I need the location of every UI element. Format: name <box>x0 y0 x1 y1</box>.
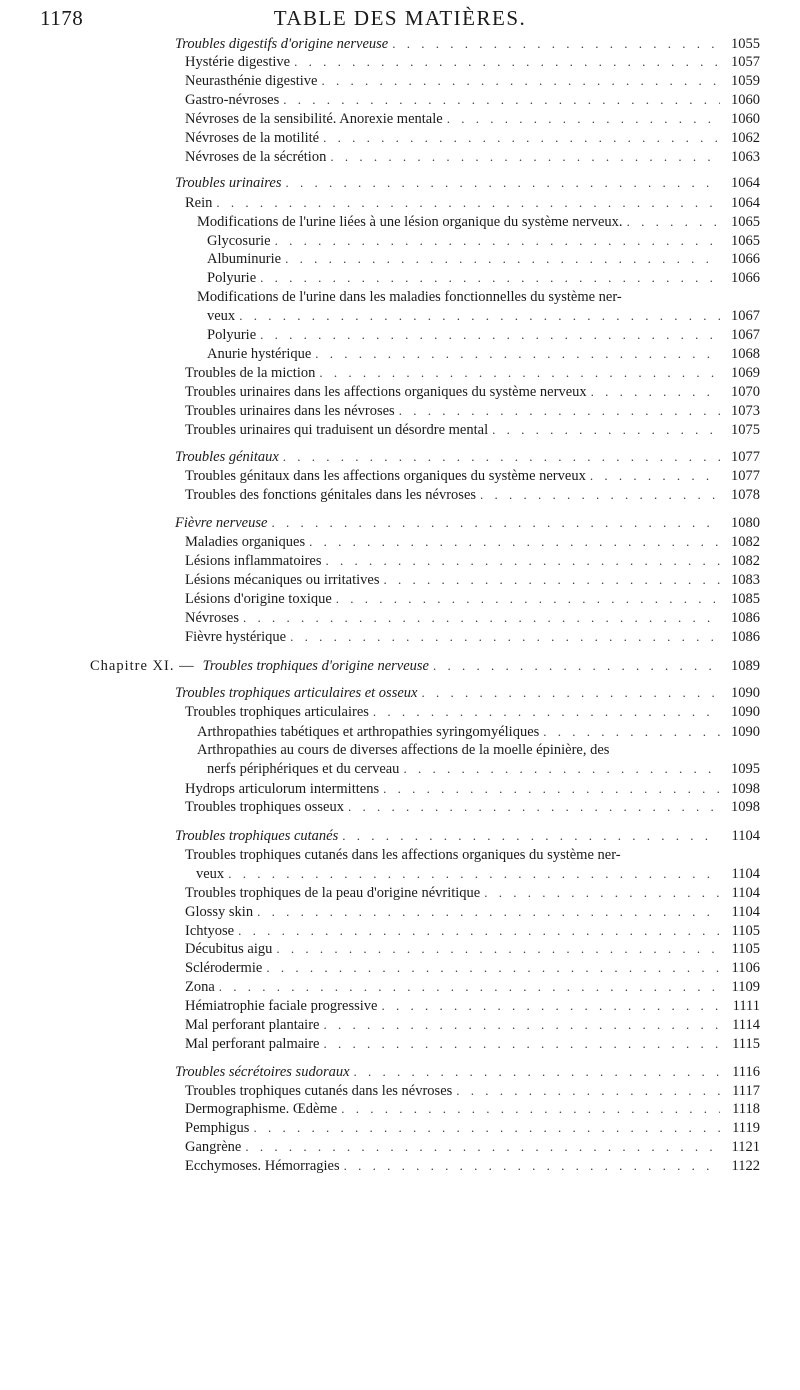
toc-entry-label: Dermographisme. Œdème <box>185 1101 338 1117</box>
toc-entry-label: Troubles urinaires dans les névroses <box>185 403 395 419</box>
toc-entry-page: 1082 <box>731 553 760 569</box>
toc-entry-page: 1106 <box>731 960 760 976</box>
toc-entry-continuation: veux <box>196 866 225 882</box>
dot-leader <box>383 779 720 799</box>
toc-entry-label: Troubles trophiques d'origine nerveuse <box>202 658 429 674</box>
toc-entry <box>185 128 760 148</box>
dot-leader <box>590 466 720 486</box>
toc-entry-label: Hydrops articulorum intermittens <box>185 781 380 797</box>
toc-entry <box>185 627 760 647</box>
toc-entry-page: 1089 <box>731 658 760 674</box>
dot-leader <box>290 627 720 647</box>
dot-leader <box>319 363 720 383</box>
toc-entry-page: 1104 <box>731 828 760 844</box>
toc-entry-label: Troubles génitaux <box>175 449 279 465</box>
toc-entry-label: Troubles trophiques articulaires <box>185 704 369 720</box>
toc-entry <box>185 551 760 571</box>
toc-entry-label: Modifications de l'urine dans les maladies fonctionnelles du système ner- <box>197 289 622 305</box>
toc-entry-page: 1085 <box>731 591 760 607</box>
dot-leader <box>260 325 720 345</box>
toc-entry-page: 1116 <box>732 1064 760 1080</box>
toc-entry-page: 1090 <box>731 685 760 701</box>
toc-entry <box>185 779 760 799</box>
toc-entry-page: 1059 <box>731 73 760 89</box>
toc-entry <box>185 363 760 383</box>
dot-leader <box>245 1137 720 1157</box>
toc-entry <box>185 939 760 959</box>
dot-leader <box>219 977 720 997</box>
dot-leader <box>543 722 720 742</box>
toc-entry-page: 1105 <box>731 923 760 939</box>
dot-leader <box>276 939 720 959</box>
toc-entry-page: 1078 <box>731 487 760 503</box>
toc-entry <box>185 466 760 486</box>
dot-leader <box>243 608 720 628</box>
toc-entry-label: Anurie hystérique <box>207 346 312 362</box>
dot-leader <box>403 759 720 779</box>
dot-leader <box>228 864 720 884</box>
toc-entry-label: Mal perforant plantaire <box>185 1017 320 1033</box>
toc-entry-label: Glycosurie <box>207 233 271 249</box>
toc-entry <box>207 231 760 251</box>
toc-entry <box>175 513 760 533</box>
toc-entry-page: 1066 <box>731 251 760 267</box>
dot-leader <box>323 128 720 148</box>
toc-entry-page: 1121 <box>731 1139 760 1155</box>
dot-leader <box>627 212 720 232</box>
dot-leader <box>309 532 720 552</box>
toc-entry-continuation: nerfs périphériques et du cerveau <box>207 761 400 777</box>
toc-entry-label: Hystérie digestive <box>185 54 291 70</box>
dot-leader <box>253 1118 720 1138</box>
toc-entry-label: Ichtyose <box>185 923 235 939</box>
toc-entry-page: 1060 <box>731 92 760 108</box>
dot-leader <box>260 268 720 288</box>
toc-entry-label: Troubles trophiques osseux <box>185 799 344 815</box>
dot-leader <box>341 1099 720 1119</box>
toc-entry-label: Troubles urinaires dans les affections organiques du système nerveux <box>185 384 587 400</box>
toc-entry <box>185 883 760 903</box>
toc-entry-label: Lésions mécaniques ou irritatives <box>185 572 380 588</box>
toc-entry <box>185 1015 760 1035</box>
toc-entry <box>185 1034 760 1054</box>
dot-leader <box>348 797 720 817</box>
toc-entry-page: 1115 <box>732 1036 760 1052</box>
toc-entry-page: 1062 <box>731 130 760 146</box>
toc-entry-label: Mal perforant palmaire <box>185 1036 320 1052</box>
dot-leader <box>285 249 720 269</box>
toc-entry-page: 1082 <box>731 534 760 550</box>
dot-leader <box>257 902 720 922</box>
toc-entry-label: Pemphigus <box>185 1120 250 1136</box>
toc-entry-page: 1077 <box>731 449 760 465</box>
toc-entry-continuation: veux <box>207 308 236 324</box>
dot-leader <box>591 382 720 402</box>
toc-entry <box>90 656 760 676</box>
toc-entry-label: Troubles de la miction <box>185 365 316 381</box>
toc-entry-page: 1069 <box>731 365 760 381</box>
toc-entry-page: 1068 <box>731 346 760 362</box>
dot-leader <box>399 401 720 421</box>
toc-entry <box>185 958 760 978</box>
toc-entry-label: Maladies organiques <box>185 534 306 550</box>
toc-entry-label: Troubles trophiques de la peau d'origine névritique <box>185 885 481 901</box>
toc-entry-label: Polyurie <box>207 270 257 286</box>
dot-leader <box>275 231 720 251</box>
dot-leader <box>238 921 720 941</box>
toc-entry-label: Fièvre nerveuse <box>175 515 268 531</box>
toc-entry-page: 1104 <box>731 866 760 882</box>
toc-entry-page: 1090 <box>731 724 760 740</box>
toc-entry-page: 1114 <box>732 1017 760 1033</box>
dot-leader <box>354 1062 720 1082</box>
toc-entry-page: 1122 <box>731 1158 760 1174</box>
dot-leader <box>285 173 720 193</box>
toc-entry-page: 1063 <box>731 149 760 165</box>
toc-entry-page: 1065 <box>731 214 760 230</box>
dot-leader <box>384 570 721 590</box>
toc-entry-page: 1073 <box>731 403 760 419</box>
toc-entry <box>175 447 760 467</box>
toc-entry <box>185 608 760 628</box>
toc-entry <box>175 34 760 54</box>
toc-entry <box>185 1118 760 1138</box>
dot-leader <box>266 958 720 978</box>
toc-entry-page: 1070 <box>731 384 760 400</box>
toc-entry <box>185 401 760 421</box>
toc-entry-page: 1077 <box>731 468 760 484</box>
toc-entry-label: Troubles urinaires qui traduisent un désordre mental <box>185 422 489 438</box>
toc-entry-page: 1064 <box>731 195 760 211</box>
toc-entry-label: Hémiatrophie faciale progressive <box>185 998 378 1014</box>
toc-entry <box>185 797 760 817</box>
toc-entry-label: Neurasthénie digestive <box>185 73 318 89</box>
toc-entry-label: Névroses de la sécrétion <box>185 149 327 165</box>
toc-entry <box>185 1099 760 1119</box>
toc-entry-page: 1098 <box>731 799 760 815</box>
toc-entry-page: 1104 <box>731 904 760 920</box>
dot-leader <box>294 52 720 72</box>
toc-entry-page: 1111 <box>732 998 760 1014</box>
dot-leader <box>283 447 720 467</box>
toc-entry <box>207 249 760 269</box>
toc-entry <box>175 826 760 846</box>
dot-leader <box>392 34 720 54</box>
dot-leader <box>283 90 720 110</box>
toc-entry <box>185 420 760 440</box>
toc-entry <box>207 268 760 288</box>
toc-entry <box>175 1062 760 1082</box>
dot-leader <box>373 702 720 722</box>
toc-entry <box>185 109 760 129</box>
toc-entry-page: 1086 <box>731 629 760 645</box>
toc-entry <box>185 71 760 91</box>
toc-entry <box>185 1156 760 1176</box>
toc-entry <box>175 683 760 703</box>
toc-entry-page: 1067 <box>731 308 760 324</box>
toc-entry <box>185 532 760 552</box>
toc-entry <box>196 864 760 884</box>
dot-leader <box>323 1015 720 1035</box>
toc-entry-label: Névroses <box>185 610 239 626</box>
toc-entry-page: 1104 <box>731 885 760 901</box>
dot-leader <box>492 420 720 440</box>
toc-entry-label: Névroses de la sensibilité. Anorexie mentale <box>185 111 443 127</box>
toc-entry-page: 1086 <box>731 610 760 626</box>
dot-leader <box>321 71 720 91</box>
toc-entry <box>185 921 760 941</box>
toc-entry-label: Zona <box>185 979 215 995</box>
dot-leader <box>271 513 720 533</box>
toc-entry <box>185 902 760 922</box>
toc-entry-label: Albuminurie <box>207 251 282 267</box>
dot-leader <box>342 826 720 846</box>
toc-entry-label: Décubitus aigu <box>185 941 273 957</box>
toc-entry-label: Sclérodermie <box>185 960 263 976</box>
toc-entry <box>185 589 760 609</box>
toc-entry-label: Troubles trophiques articulaires et osseux <box>175 685 418 701</box>
toc-entry-label: Ecchymoses. Hémorragies <box>185 1158 340 1174</box>
toc-entry <box>197 722 760 742</box>
toc-entry <box>185 570 760 590</box>
dot-leader <box>447 109 720 129</box>
toc-entry-page: 1117 <box>732 1083 760 1099</box>
toc-entry-page: 1098 <box>731 781 760 797</box>
dot-leader <box>344 1156 720 1176</box>
toc-entry-label: Rein <box>185 195 213 211</box>
dot-leader <box>456 1081 720 1101</box>
toc-entry <box>197 212 760 232</box>
toc-entry <box>185 977 760 997</box>
toc-entry-label: Troubles urinaires <box>175 175 282 191</box>
toc-entry-label: Troubles trophiques cutanés dans les affections organiques du système ner- <box>185 847 621 863</box>
page-number: 1178 <box>40 6 84 30</box>
toc-entry-label: Névroses de la motilité <box>185 130 320 146</box>
toc-entry-page: 1118 <box>732 1101 760 1117</box>
toc-entry-label: Troubles sécrétoires sudoraux <box>175 1064 350 1080</box>
dot-leader <box>480 485 720 505</box>
toc-entry-label: Troubles des fonctions génitales dans les névroses <box>185 487 477 503</box>
dot-leader <box>433 656 720 676</box>
toc-entry-label: Glossy skin <box>185 904 254 920</box>
toc-entry-label: Troubles digestifs d'origine nerveuse <box>175 36 389 52</box>
toc-entry-page: 1080 <box>731 515 760 531</box>
dot-leader <box>216 193 720 213</box>
dot-leader <box>315 344 720 364</box>
toc-entry <box>185 147 760 167</box>
dot-leader <box>326 551 720 571</box>
toc-entry-label: Arthropathies tabétiques et arthropathies syringomyéliques <box>197 724 540 740</box>
toc-entry <box>185 1137 760 1157</box>
toc-entry <box>185 52 760 72</box>
toc-entry-page: 1064 <box>731 175 760 191</box>
toc-entry-label: Polyurie <box>207 327 257 343</box>
toc-entry-label: Gangrène <box>185 1139 242 1155</box>
toc-entry-page: 1066 <box>731 270 760 286</box>
dot-leader <box>330 147 720 167</box>
toc-entry-page: 1095 <box>731 761 760 777</box>
toc-entry-label: Fièvre hystérique <box>185 629 287 645</box>
toc-entry <box>207 306 760 326</box>
toc-entry-label: Lésions d'origine toxique <box>185 591 332 607</box>
toc-entry-page: 1065 <box>731 233 760 249</box>
dot-leader <box>336 589 720 609</box>
toc-entry-page: 1090 <box>731 704 760 720</box>
toc-entry <box>185 485 760 505</box>
toc-entry-label: Arthropathies au cours de diverses affections de la moelle épinière, des <box>197 742 610 758</box>
toc-entry-page: 1057 <box>731 54 760 70</box>
toc-entry-label: Modifications de l'urine liées à une lésion organique du système nerveux. <box>197 214 623 230</box>
toc-entry-label: Troubles trophiques cutanés dans les névroses <box>185 1083 453 1099</box>
toc-entry <box>185 996 760 1016</box>
toc-entry-page: 1067 <box>731 327 760 343</box>
toc-entry <box>207 325 760 345</box>
dot-leader <box>421 683 720 703</box>
header-title: TABLE DES MATIÈRES. <box>273 6 527 30</box>
dot-leader <box>484 883 720 903</box>
toc-entry-label: Troubles trophiques cutanés <box>175 828 339 844</box>
toc-entry-label: Troubles génitaux dans les affections organiques du système nerveux <box>185 468 586 484</box>
toc-entry <box>185 382 760 402</box>
toc-entry-page: 1075 <box>731 422 760 438</box>
toc-entry <box>185 193 760 213</box>
dot-leader <box>381 996 720 1016</box>
toc-entry <box>175 173 760 193</box>
toc-entry <box>207 344 760 364</box>
toc-entry <box>185 90 760 110</box>
toc-entry <box>207 759 760 779</box>
toc-entry-page: 1083 <box>731 572 760 588</box>
chapter-prefix: Chapitre XI. — <box>90 658 195 674</box>
toc-entry <box>185 702 760 722</box>
toc-entry-page: 1105 <box>731 941 760 957</box>
toc-entry-page: 1119 <box>732 1120 760 1136</box>
toc-entry-label: Lésions inflammatoires <box>185 553 322 569</box>
toc-entry-page: 1109 <box>731 979 760 995</box>
toc-entry-label: Gastro-névroses <box>185 92 280 108</box>
toc-entry-page: 1060 <box>731 111 760 127</box>
toc-entry-page: 1055 <box>731 36 760 52</box>
dot-leader <box>323 1034 720 1054</box>
toc-entry <box>185 1081 760 1101</box>
dot-leader <box>239 306 720 326</box>
